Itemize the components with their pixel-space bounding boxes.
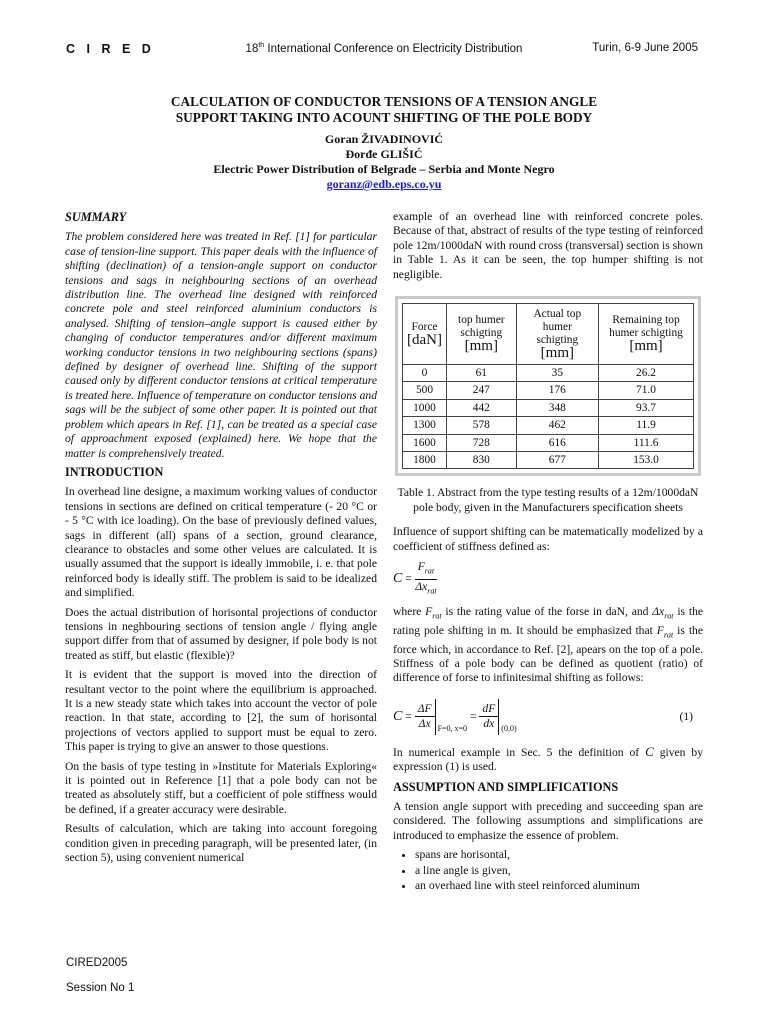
paper-title-line-2: SUPPORT TAKING INTO ACOUNT SHIFTING OF THE POLE BODY bbox=[175, 110, 593, 125]
table-cell: 442 bbox=[446, 399, 516, 416]
table-cell: 578 bbox=[446, 417, 516, 434]
table-cell: 1800 bbox=[403, 452, 447, 469]
stiffness-formula: C = $\frac{F_{rat}}{\Delta x_{rat}}$ bbox=[393, 559, 437, 595]
equation-number: (1) bbox=[679, 709, 693, 723]
table-cell: 728 bbox=[446, 434, 516, 451]
table-header-actual: Actual top humer schigting [mm] bbox=[516, 304, 598, 365]
table-header-row bbox=[403, 304, 694, 365]
table-cell: 71.0 bbox=[599, 382, 694, 399]
right-column bbox=[393, 210, 703, 894]
conference-acronym: C I R E D bbox=[66, 42, 155, 56]
table-row bbox=[403, 382, 694, 399]
table-cell: 35 bbox=[516, 365, 598, 382]
intro-paragraph-5: Results of calculation, which are taking into account foregoing condition given in preceding paragraph, will be presented later, (in section 5), using convenient numerical bbox=[65, 822, 377, 865]
title-block bbox=[0, 94, 768, 192]
author-1: Goran ŽIVADINOVIĆ bbox=[324, 132, 444, 146]
list-item: • an overhaed line with steel reinforced aluminum bbox=[415, 879, 703, 893]
intro-paragraph-2: Does the actual distribution of horisontal projections of conductor tensions in neghbouring sections of tension angle / flying angle support differ from that of assumed by designer, if pole body is not treated as stiff, but elastic (flexible)? bbox=[65, 605, 377, 662]
list-item: • spans are horisontal, bbox=[415, 848, 703, 862]
table-header-top-humer: top humer schigting [mm] bbox=[446, 304, 516, 365]
table-cell: 111.6 bbox=[599, 434, 694, 451]
table-cell: 0 bbox=[403, 365, 447, 382]
table-cell: 176 bbox=[516, 382, 598, 399]
table-cell: 11.9 bbox=[599, 417, 694, 434]
table-1 bbox=[402, 303, 694, 469]
table-cell: 153.0 bbox=[599, 452, 694, 469]
table-row bbox=[403, 452, 694, 469]
paper-title-line-1: CALCULATION OF CONDUCTOR TENSIONS OF A TENSION ANGLE bbox=[170, 94, 598, 109]
conference-location-date: Turin, 6-9 June 2005 bbox=[592, 42, 698, 54]
table-1-caption: Table 1. Abstract from the type testing results of a 12m/1000daN pole body, given in the Manufacturers specification sheets bbox=[397, 486, 699, 514]
author-2: Đorđe GLIŠIĆ bbox=[345, 147, 423, 161]
table-cell: 462 bbox=[516, 417, 598, 434]
assumptions-heading: ASSUMPTION AND SIMPLIFICATIONS bbox=[393, 779, 619, 794]
right-paragraph-3: where $F_{rat}$ is the rating value of the forse in daN, and $\Delta x_{rat}$ is the rating pole shifting in m. It should be emphasized that $F_{rat}$ is the force which, in accordance to Ref. [2], apears on the top of a pole. Stiffness of a pole body can be defined as quotient (ratio) of difference of forse to infinitesimal shifting as follows: bbox=[393, 605, 704, 685]
table-header-force: Force [daN] bbox=[403, 304, 447, 365]
conference-name: 18th International Conference on Electricity Distribution bbox=[245, 42, 523, 55]
table-cell: 93.7 bbox=[599, 399, 694, 416]
introduction-heading: INTRODUCTION bbox=[65, 464, 164, 479]
table-row bbox=[403, 434, 694, 451]
table-cell: 677 bbox=[516, 452, 598, 469]
table-1-frame bbox=[395, 296, 701, 476]
summary-text: The problem considered here was treated in Ref. [1] for particular case of tension-line support. This paper deals with the influence of shifting (declination) of a tension-angle support on conductor tensions and sags in neighbouring sections of an overhead distribution line. The overhead line designed with reinforced concrete pole and steel reinforced aluminium conductors is analysed. Shifting of tension–angle support is caused either by changing of conductor temperatures and/or different maximum working conductor tensions in two neighbouring sections (spans) defined by designer of overhead line. Shifting of the support caused only by different conductor tensions at critical temperature is treated here. Influence of temperature on conductor tensions and sags will be the subject of some other paper. It is pointed out that problem which apears in Ref. [1], can be treated as a special case of approachment exposed (explained) here. We hope that the matter is comprehensively treated. bbox=[65, 230, 377, 460]
right-paragraph-5: A tension angle support with preceding and succeeding span are considered. The following assumptions and simplifications are introduced to emphasize the essence of problem. bbox=[393, 799, 703, 842]
table-row bbox=[403, 399, 694, 416]
table-cell: 1300 bbox=[403, 417, 447, 434]
table-row bbox=[403, 365, 694, 382]
table-row bbox=[403, 417, 694, 434]
assumptions-list bbox=[393, 848, 703, 893]
right-paragraph-4: In numerical example in Sec. 5 the definition of C given by expression (1) is used. bbox=[393, 743, 704, 774]
table-cell: 26.2 bbox=[599, 365, 694, 382]
table-cell: 1000 bbox=[403, 399, 447, 416]
list-item: • a line angle is given, bbox=[415, 864, 703, 878]
intro-paragraph-4: On the basis of type testing in »Institute for Materials Exploring« it is pointed out in Reference [1] that a pole body can not be treated as absolutely stiff, but a coefficient of pole stiffness would be defined, if a greater accuracy were desirable. bbox=[65, 759, 377, 816]
table-header-remaining: Remaining top humer schigting [mm] bbox=[599, 304, 694, 365]
intro-paragraph-1: In overhead line designe, a maximum working values of conductor tensions in sections are defined on critical temperature (- 20 °C or - 5 °C with ice loading). On the base of previously defined values, sags in different (all) spans of a section, ground clearance, clearance to obstacles and some other velues are calculated. It is usually assumed that the support is ideally immobile, i. e. that pole reinforced body is ideally stiff. The problem is said to be idealized and simplified. bbox=[65, 485, 377, 600]
equation-1: C = $\frac{\Delta F}{\Delta x}$ F=0, x=0 = $\frac{dF}{dx}$ (0,0) (1) bbox=[393, 691, 703, 743]
table-cell: 247 bbox=[446, 382, 516, 399]
footer-event: CIRED2005 bbox=[66, 957, 128, 969]
table-cell: 500 bbox=[403, 382, 447, 399]
right-paragraph-1: example of an overhead line with reinforced concrete poles. Because of that, abstract of results of the type testing of reinforced pole 12m/1000daN with round cross (transversal) section is shown in Table 1. As it can be seen, the top humper shifting is not negligible. bbox=[393, 210, 703, 281]
table-cell: 616 bbox=[516, 434, 598, 451]
email-link[interactable]: goranz@edb.eps.co.yu bbox=[326, 177, 442, 191]
right-paragraph-2: Influence of support shifting can be matematically modelized by a coefficient of stiffness defined as: bbox=[393, 525, 703, 553]
affiliation: Electric Power Distribution of Belgrade – Serbia and Monte Negro bbox=[213, 162, 555, 176]
table-cell: 61 bbox=[446, 365, 516, 382]
intro-paragraph-3: It is evident that the support is moved into the direction of resultant vector to the point where the equilibrium is approached. It is a new steady state which takes into account the vector of pole reaction. In that state, according to [2], the sum of horisontal projections of vectors applied to support must be equal to zero. This paper is trying to give an answer to those questions. bbox=[65, 668, 377, 754]
table-cell: 1600 bbox=[403, 434, 447, 451]
table-cell: 348 bbox=[516, 399, 598, 416]
left-column bbox=[65, 210, 377, 870]
summary-heading: SUMMARY bbox=[65, 210, 127, 224]
table-cell: 830 bbox=[446, 452, 516, 469]
footer-session: Session No 1 bbox=[66, 982, 135, 994]
